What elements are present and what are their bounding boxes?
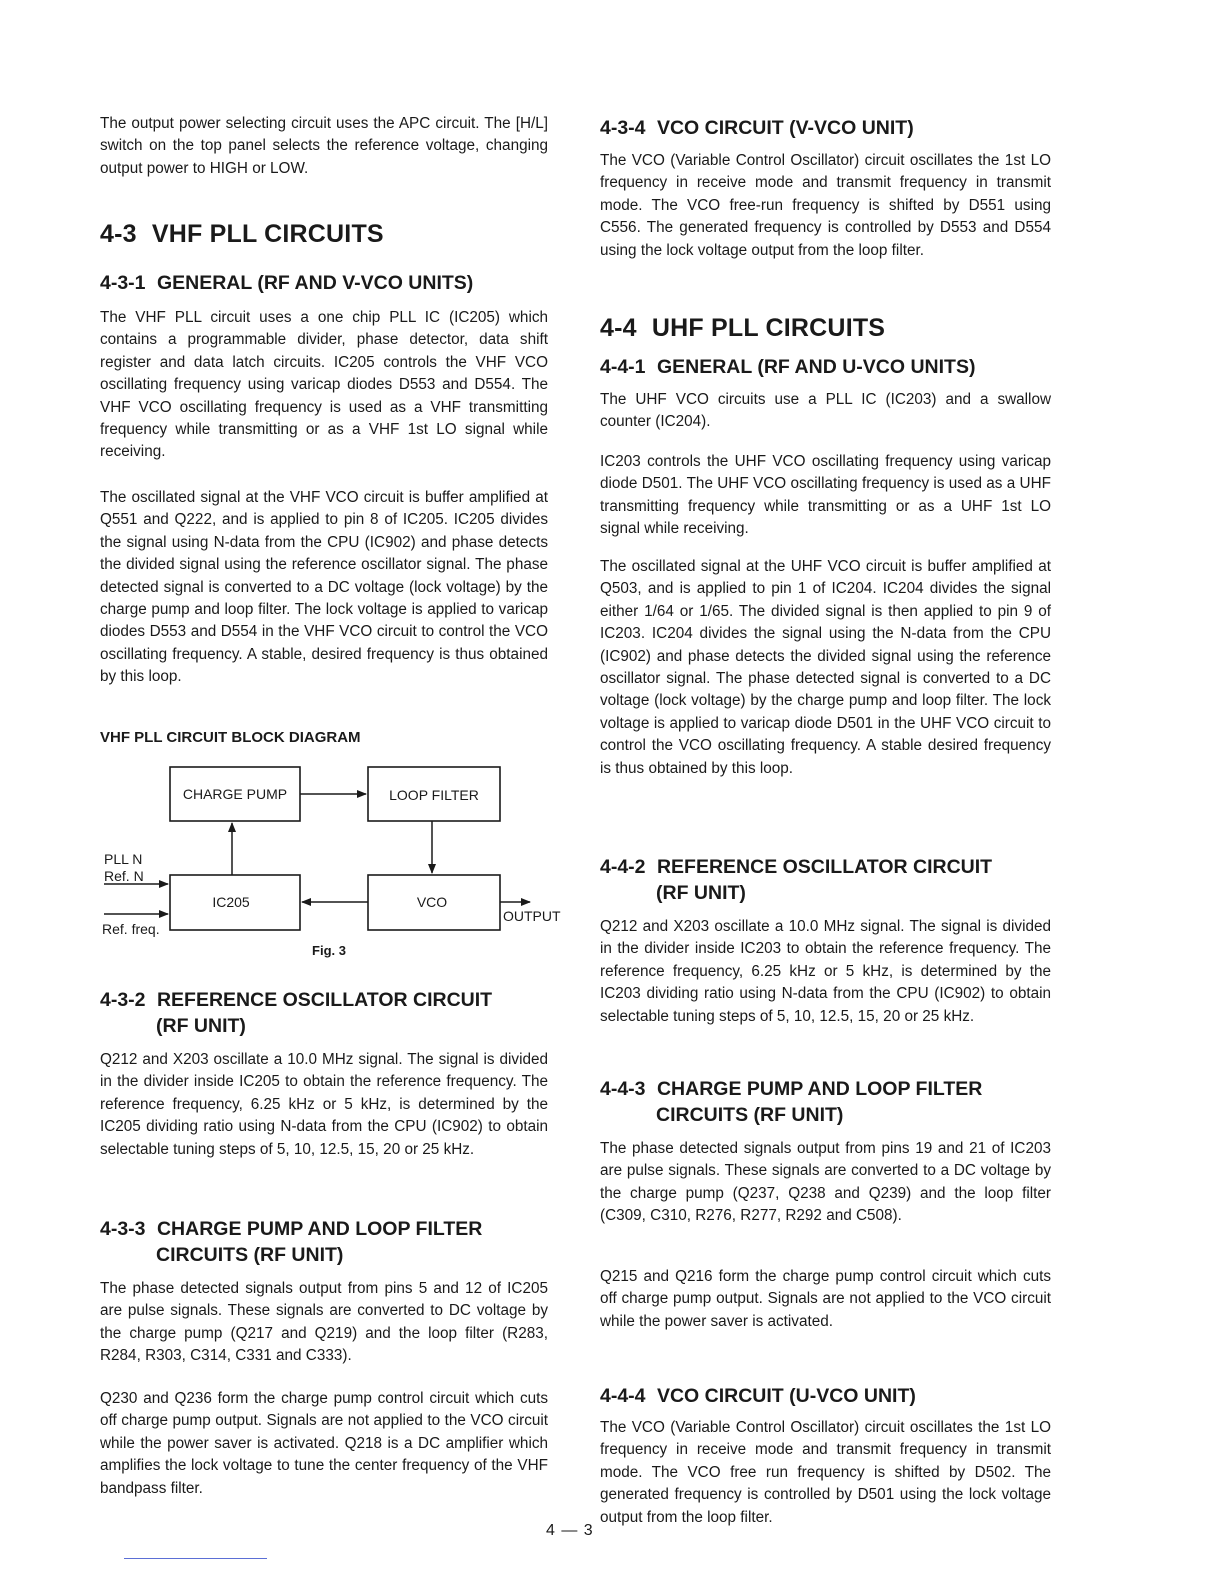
section-number: 4-3 [100, 220, 137, 248]
section-title-line-2: (RF UNIT) [156, 1015, 246, 1037]
section-4-3-3-paragraph-2: Q230 and Q236 form the charge pump control circuit which cuts off charge pump output. Signals are not applied to the VCO circuit while the power saver is activated. Q218 is a DC amplifier which amplifies the lock voltage to tune the center frequency of the VHF bandpass filter. [100, 1390, 548, 1497]
section-title-line-1: REFERENCE OSCILLATOR CIRCUIT [156, 989, 493, 1011]
section-4-3-2-paragraph: Q212 and X203 oscillate a 10.0 MHz signal. The signal is divided in the divider inside IC205 to obtain the reference frequency. The reference frequency, 6.25 kHz or 5 kHz, is determined by the IC205 dividing ratio using N-data from the CPU (IC902) to obtain selectable tuning steps of 5, 10, 12.5, 15, 20 or 25 kHz. [100, 1051, 548, 1158]
pll-n-label: PLL N [104, 851, 143, 867]
section-title-line-1: CHARGE PUMP AND LOOP FILTER [156, 1218, 483, 1240]
ref-freq-label: Ref. freq. [102, 921, 160, 937]
section-4-4-3-paragraph-2: Q215 and Q216 form the charge pump control circuit which cuts off charge pump output. Signals are not applied to the VCO circuit while the power saver is activated. [600, 1268, 1051, 1330]
ic205-label: IC205 [212, 894, 250, 910]
ic205-block [170, 875, 300, 930]
section-4-3-4-heading [600, 115, 914, 141]
section-4-4-4-paragraph: The VCO (Variable Control Oscillator) circuit oscillates the 1st LO frequency in receive mode and transmit frequency in transmit mode. The VCO free run frequency is shifted by D502. The generated frequency is controlled by D501 using the lock voltage output from the loop filter. [600, 1419, 1051, 1526]
diagram-title: VHF PLL CIRCUIT BLOCK DIAGRAM [100, 729, 361, 746]
section-4-3-2-heading [100, 987, 492, 1039]
section-4-4-1-paragraph-2: IC203 controls the UHF VCO oscillating frequency using varicap diode D501. The UHF VCO oscillating frequency is used as a UHF transmitting frequency while transmitting or as a UHF 1st LO signal while receiving. [600, 453, 1051, 538]
section-4-4-2-heading [600, 854, 992, 906]
footer-rule [124, 1558, 267, 1559]
section-4-3-heading [100, 220, 384, 249]
section-number: 4-3-2 [100, 989, 146, 1011]
section-title: UHF PLL CIRCUITS [651, 314, 886, 342]
section-number: 4-3-4 [600, 117, 646, 139]
section-title-line-2: CIRCUITS (RF UNIT) [156, 1244, 344, 1266]
section-title: VHF PLL CIRCUITS [151, 220, 384, 248]
section-title-line-1: CHARGE PUMP AND LOOP FILTER [656, 1078, 983, 1100]
section-title: GENERAL (RF AND U-VCO UNITS) [656, 356, 976, 378]
section-number: 4-4-2 [600, 856, 646, 878]
charge-pump-label: CHARGE PUMP [182, 786, 288, 802]
section-4-3-1-paragraph-2: The oscillated signal at the VHF VCO circuit is buffer amplified at Q551 and Q222, and is applied to pin 8 of IC205. IC205 divides the signal using N-data from the CPU (IC902) and phase detects the divided signal using the reference oscillator signal. The phase detected signal is converted to a DC voltage (lock voltage) by the charge pump and loop filter. The lock voltage is applied to varicap diodes D553 and D554 in the VHF VCO circuit to control the VCO oscillating frequency. A stable, desired frequency is thus obtained by this loop. [100, 489, 548, 686]
charge-pump-block [170, 767, 300, 821]
section-title: VCO CIRCUIT (V-VCO UNIT) [656, 117, 914, 139]
section-number: 4-3-3 [100, 1218, 146, 1240]
section-4-4-3-heading [600, 1076, 982, 1128]
section-title-line-2: (RF UNIT) [656, 882, 746, 904]
section-4-4-1-paragraph-1: The UHF VCO circuits use a PLL IC (IC203) and a swallow counter (IC204). [600, 391, 1051, 431]
section-title: GENERAL (RF AND V-VCO UNITS) [156, 272, 474, 294]
intro-paragraph: The output power selecting circuit uses the APC circuit. The [H/L] switch on the top panel selects the reference voltage, changing output power to HIGH or LOW. [100, 115, 548, 177]
section-4-4-2-paragraph: Q212 and X203 oscillate a 10.0 MHz signal. The signal is divided in the divider inside IC203 to obtain the reference frequency. The reference frequency, 6.25 kHz or 5 kHz, is determined by the IC203 dividing ratio using N-data from the CPU (IC902) to obtain selectable tuning steps of 5, 10, 12.5, 15, 20 or 25 kHz. [600, 918, 1051, 1025]
ref-n-label: Ref. N [104, 868, 144, 884]
section-number: 4-4-3 [600, 1078, 646, 1100]
section-4-3-1-paragraph-1: The VHF PLL circuit uses a one chip PLL IC (IC205) which contains a programmable divider, phase detector, data shift register and data latch circuits. IC205 controls the VHF VCO oscillating frequency using varicap diodes D553 and D554. The VHF VCO oscillating frequency is used as a VHF transmitting frequency while transmitting or as a VHF 1st LO signal while receiving. [100, 309, 548, 461]
section-title-line-2: CIRCUITS (RF UNIT) [656, 1104, 844, 1126]
section-4-4-4-heading [600, 1383, 916, 1409]
section-4-3-3-heading [100, 1216, 482, 1268]
vco-label: VCO [416, 894, 448, 910]
figure-caption: Fig. 3 [312, 943, 346, 958]
section-number: 4-4 [600, 314, 637, 342]
section-4-4-3-paragraph-1: The phase detected signals output from pins 19 and 21 of IC203 are pulse signals. These signals are converted to a DC voltage by the charge pump (Q237, Q238 and Q239) and the loop filter (C309, C310, R276, R277, R292 and C508). [600, 1140, 1051, 1225]
page-number: 4 — 3 [546, 1522, 594, 1539]
section-4-4-1-paragraph-3: The oscillated signal at the UHF VCO circuit is buffer amplified at Q503, and is applied to pin 1 of IC204. IC204 divides the signal either 1/64 or 1/65. The divided signal is then applied to pin 9 of IC203. IC204 divides the signal using the N-data from the CPU (IC902) and phase detects the divided signal using the reference oscillator signal. The phase detected signal is converted to a DC voltage (lock voltage) by the charge pump and loop filter. The lock voltage is applied to varicap diode D501 in the UHF VCO circuit to control the VCO oscillating frequency. A stable desired frequency is thus obtained by this loop. [600, 558, 1051, 777]
loop-filter-block [368, 767, 500, 821]
vco-block [368, 875, 500, 930]
section-title-line-1: REFERENCE OSCILLATOR CIRCUIT [656, 856, 993, 878]
section-4-3-3-paragraph-1: The phase detected signals output from pins 5 and 12 of IC205 are pulse signals. These signals are converted to DC voltage by the charge pump (Q217 and Q219) and the loop filter (R283, R284, R303, C314, C331 and C333). [100, 1280, 548, 1365]
section-4-4-1-heading [600, 354, 975, 380]
section-number: 4-3-1 [100, 272, 146, 294]
section-4-4-heading [600, 314, 885, 343]
section-4-3-4-paragraph: The VCO (Variable Control Oscillator) circuit oscillates the 1st LO frequency in receive mode and transmit frequency in transmit mode. The VCO free-run frequency is shifted by D551 using C556. The generated frequency is controlled by D553 and D554 using the lock voltage output from the loop filter. [600, 152, 1051, 259]
section-title: VCO CIRCUIT (U-VCO UNIT) [656, 1385, 916, 1407]
section-number: 4-4-1 [600, 356, 646, 378]
section-number: 4-4-4 [600, 1385, 646, 1407]
output-label: OUTPUT [503, 908, 561, 924]
loop-filter-label: LOOP FILTER [389, 787, 479, 803]
section-4-3-1-heading [100, 270, 473, 296]
